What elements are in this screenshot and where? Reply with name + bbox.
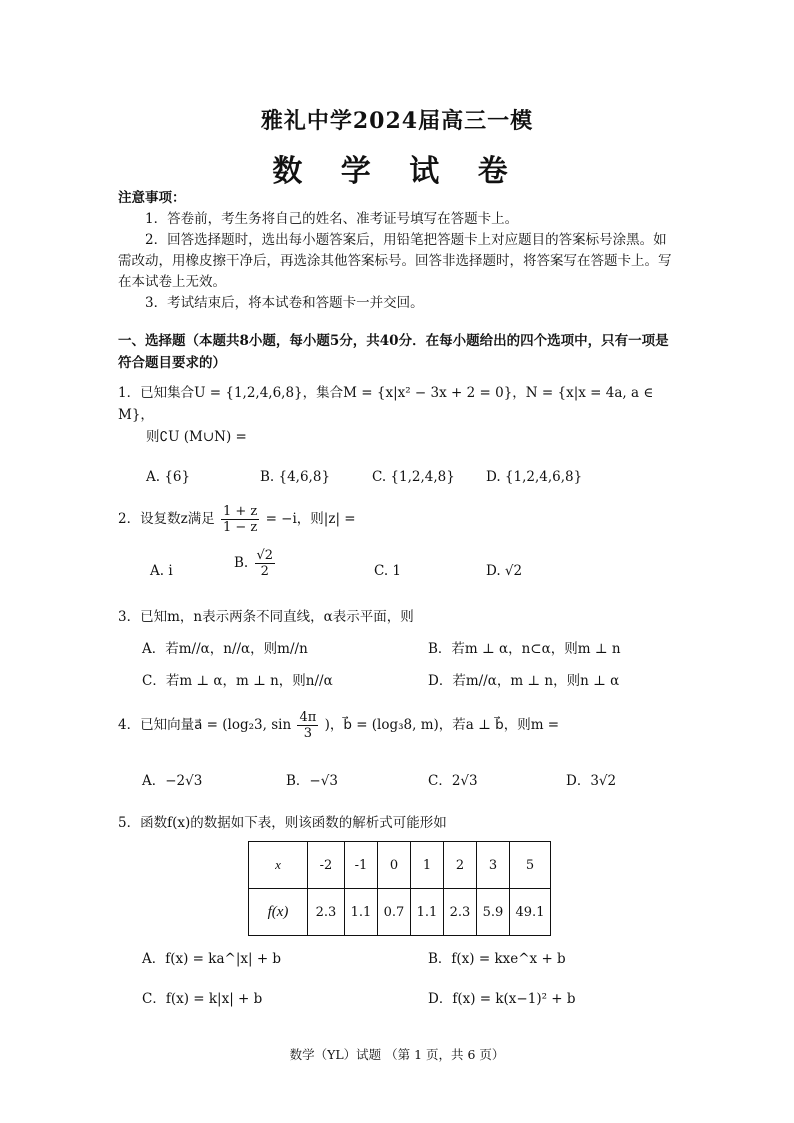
q4-option-a: A．−2√3	[142, 773, 203, 789]
q2-optb-den: 2	[260, 564, 269, 579]
q4-frac-den: 3	[303, 726, 312, 741]
q2-option-b-label: B.	[234, 555, 249, 571]
note-item: 2．回答选择题时，选出每小题答案后，用铅笔把答题卡上对应题目的答案标号涂黑。如需改动，用橡皮擦干净后，再选涂其他答案标号。回答非选择题时，将答案写在答题卡上。写在本试卷上无效。	[118, 232, 672, 290]
q1-option-d: D. {1,2,4,6,8}	[486, 469, 583, 485]
notes-block	[118, 188, 678, 314]
q5-option-c: C．f(x) = k|x| + b	[142, 991, 263, 1007]
q2-option-a: A. i	[150, 563, 173, 579]
q5-option-a: A．f(x) = ka^|x| + b	[142, 951, 282, 967]
q2-option-b-fraction	[255, 548, 276, 579]
page-footer: 数学（YL）试题 （第 1 页，共 6 页）	[289, 1047, 505, 1062]
q5-option-b: B．f(x) = kxe^x + b	[428, 951, 566, 967]
table-header-fx: f(x)	[249, 889, 308, 936]
q3-option-b: B．若m ⊥ α，n⊂α，则m ⊥ n	[428, 641, 621, 657]
question-5-stem: 5．函数f(x)的数据如下表，则该函数的解析式可能形如	[118, 815, 447, 831]
notes-heading: 注意事项：	[118, 190, 186, 206]
q2-optb-num: √2	[256, 548, 274, 563]
table-cell: 3	[477, 842, 510, 889]
question-1-stem: 1．已知集合U = {1,2,4,6,8}，集合M = {x|x² − 3x + 2 = 0}，N = {x|x = 4a, a ∈ M}，	[118, 385, 654, 423]
table-cell: 1	[411, 842, 444, 889]
question-2-stem	[118, 504, 683, 535]
question-3-stem: 3．已知m，n表示两条不同直线，α表示平面，则	[118, 609, 414, 625]
q2-frac-den: 1 − z	[223, 520, 258, 535]
q1-option-c: C. {1,2,4,8}	[372, 469, 455, 485]
q4-option-c: C．2√3	[428, 773, 478, 789]
table-cell: -2	[308, 842, 345, 889]
table-cell: 2	[444, 842, 477, 889]
q3-option-a: A．若m//α，n//α，则m//n	[142, 641, 308, 657]
q2-fraction	[221, 504, 259, 535]
q3-option-c: C．若m ⊥ α，m ⊥ n，则n//α	[142, 673, 333, 689]
q2-stem-b: = −i，则|z| =	[265, 511, 356, 527]
q4-stem-a: 4．已知向量a⃗ = (log₂3, sin	[118, 717, 292, 733]
q1-option-a: A. {6}	[146, 469, 191, 485]
q2-option-c: C. 1	[374, 563, 402, 579]
q1-option-b: B. {4,6,8}	[260, 469, 331, 485]
q4-stem-b: )，b⃗ = (log₃8, m)，若a ⊥ b⃗，则m =	[324, 717, 560, 733]
q3-option-d: D．若m//α，m ⊥ n，则n ⊥ α	[428, 673, 620, 689]
q4-option-d: D．3√2	[566, 773, 617, 789]
table-cell: 2.3	[444, 889, 477, 936]
table-cell: 2.3	[308, 889, 345, 936]
exam-subtitle: 数 学 试 卷	[272, 154, 522, 189]
question-4-stem	[118, 710, 683, 741]
table-cell: 5	[510, 842, 551, 889]
note-item: 3．考试结束后，将本试卷和答题卡一并交回。	[145, 295, 424, 311]
q2-frac-num: 1 + z	[223, 504, 258, 519]
exam-title: 雅礼中学2024届高三一模	[260, 108, 534, 134]
table-cell: 0.7	[378, 889, 411, 936]
q2-option-d: D. √2	[486, 563, 523, 579]
q2-stem-a: 2．设复数z满足	[118, 511, 215, 527]
table-header-x: x	[249, 842, 308, 889]
question-1-stem-cont: 则∁U (M∪N) =	[146, 429, 247, 445]
table-row-fx	[249, 889, 551, 936]
table-cell: 1.1	[411, 889, 444, 936]
q4-fraction	[297, 710, 318, 741]
table-cell: -1	[345, 842, 378, 889]
q5-option-d: D．f(x) = k(x−1)² + b	[428, 991, 576, 1007]
table-cell: 1.1	[345, 889, 378, 936]
table-cell: 0	[378, 842, 411, 889]
section-heading: 一、选择题（本题共8小题，每小题5分，共40分．在每小题给出的四个选项中，只有一项是符合题目要求的）	[118, 333, 669, 371]
table-row-x	[249, 842, 551, 889]
q2-option-b	[234, 548, 277, 579]
q4-frac-num: 4π	[299, 710, 317, 725]
note-item: 1．答卷前，考生务将自己的姓名、准考证号填写在答题卡上。	[145, 211, 519, 227]
table-cell: 49.1	[510, 889, 551, 936]
table-cell: 5.9	[477, 889, 510, 936]
q4-option-b: B．−√3	[286, 773, 338, 789]
function-data-table	[248, 841, 551, 936]
